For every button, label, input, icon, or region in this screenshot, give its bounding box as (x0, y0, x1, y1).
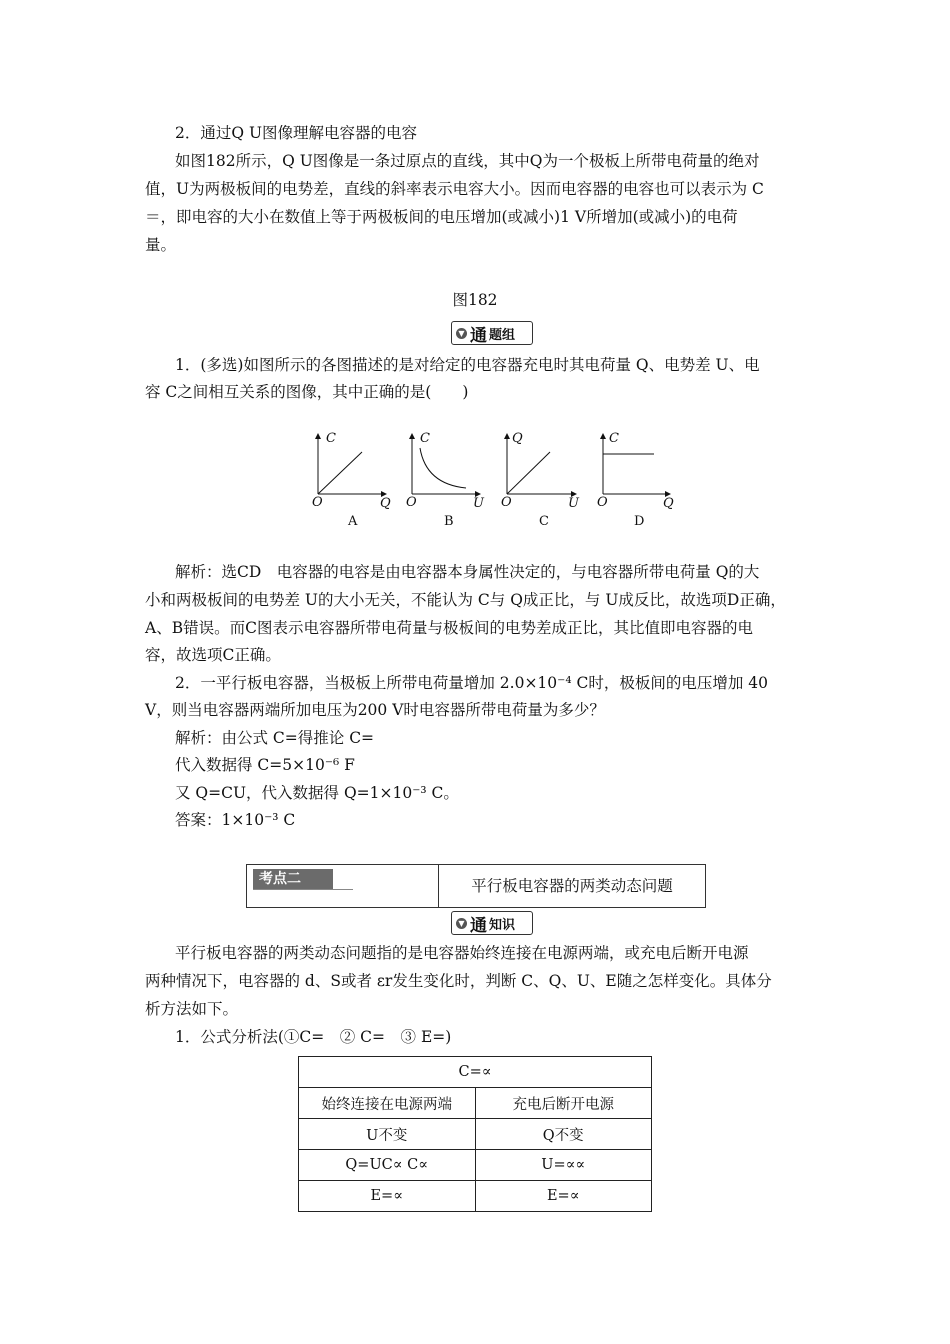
graphs-svg (300, 428, 690, 508)
paragraph-line: 平行板电容器的两类动态问题指的是电容器始终连接在电源两端，或充电后断开电源 (175, 944, 749, 962)
topic-tag: 考点二 (253, 869, 333, 889)
paragraph-line: 析方法如下。 (145, 1000, 239, 1018)
chevron-down-icon: ▼ (456, 328, 467, 339)
method-line: 1．公式分析法(①C= ② C= ③ E=) (175, 1028, 452, 1046)
topic-title: 平行板电容器的两类动态问题 (471, 877, 673, 895)
paragraph-line: 两种情况下，电容器的 d、S或者 εr发生变化时，判断 C、Q、U、E随之怎样变化。具体分 (145, 972, 772, 990)
table-cell: E=∝ (475, 1181, 652, 1212)
table-row (299, 1150, 652, 1181)
paragraph-line: 如图182所示，Q U图像是一条过原点的直线，其中Q为一个极板上所带电荷量的绝对 (175, 152, 760, 170)
graph-caption: D (634, 514, 645, 529)
graph-origin-label: O (406, 495, 417, 510)
solution-line: 解析：选CD 电容器的电容是由电容器本身属性决定的，与电容器所带电荷量 Q的大 (175, 563, 760, 581)
divider (253, 889, 353, 890)
graph-x-label: Q (380, 496, 391, 511)
topic-tag-cell (247, 865, 439, 907)
graph-y-label: C (326, 431, 336, 446)
graph-y-label: C (609, 431, 619, 446)
table-row (299, 1119, 652, 1150)
topic-header-box (246, 864, 706, 908)
answer-graphs (300, 428, 690, 532)
badge-small-text: 知识 (489, 917, 516, 933)
table-cell: U不变 (299, 1119, 476, 1150)
table-cell: U=∝∝ (475, 1150, 652, 1181)
section-badge-tongzhishi (451, 911, 533, 935)
table-row (299, 1181, 652, 1212)
table-cell: Q不变 (475, 1119, 652, 1150)
section-heading: 2．通过Q U图像理解电容器的电容 (175, 124, 418, 142)
graph-origin-label: O (312, 495, 323, 510)
paragraph-line: 值，U为两极板间的电势差，直线的斜率表示电容大小。因而电容器的电容也可以表示为 C (145, 180, 764, 198)
paragraph-line: ＝，即电容的大小在数值上等于两极板间的电压增加(或减小)1 V所增加(或减小)的电荷 (145, 208, 738, 226)
solution-line: 又 Q=CU，代入数据得 Q=1×10⁻³ C。 (175, 784, 459, 802)
graph-x-label: U (473, 496, 484, 511)
graph-caption: C (539, 514, 549, 529)
table-header: C=∝ (299, 1057, 652, 1088)
question-line: 2．一平行板电容器，当极板上所带电荷量增加 2.0×10⁻⁴ C时，极板间的电压增加 40 (175, 674, 768, 692)
table-cell: E=∝ (299, 1181, 476, 1212)
formula-table (298, 1056, 652, 1212)
graph-origin-label: O (597, 495, 608, 510)
graph-x-label: U (568, 496, 579, 511)
graph-y-label: Q (512, 431, 523, 446)
solution-line: 容，故选项C正确。 (145, 646, 281, 664)
graph-caption: B (444, 514, 454, 529)
solution-line: 代入数据得 C=5×10⁻⁶ F (175, 756, 355, 774)
graph-x-label: Q (663, 496, 674, 511)
table-cell: 始终连接在电源两端 (299, 1088, 476, 1119)
chevron-down-icon: ▼ (456, 918, 467, 929)
question-line: 1．(多选)如图所示的各图描述的是对给定的电容器充电时其电荷量 Q、电势差 U、电 (175, 356, 760, 374)
answer-line: 答案：1×10⁻³ C (175, 811, 296, 829)
graph-origin-label: O (501, 495, 512, 510)
question-line: V，则当电容器两端所加电压为200 V时电容器所带电荷量为多少？ (145, 701, 605, 719)
figure-caption: 图182 (452, 291, 498, 309)
paragraph-line: 量。 (145, 236, 177, 254)
badge-big-char: 通 (470, 915, 487, 936)
solution-line: A、B错误。而C图表示电容器所带电荷量与极板间的电势差成正比，其比值即电容器的电 (145, 619, 753, 637)
badge-small-text: 题组 (489, 327, 516, 343)
table-cell: Q=UC∝ C∝ (299, 1150, 476, 1181)
question-line: 容 C之间相互关系的图像，其中正确的是( ) (145, 383, 469, 401)
badge-big-char: 通 (470, 325, 487, 346)
solution-line: 解析：由公式 C=得推论 C= (175, 729, 375, 747)
section-badge-tongtizu (451, 321, 533, 345)
graph-caption: A (348, 514, 358, 529)
table-row (299, 1088, 652, 1119)
table-cell: 充电后断开电源 (475, 1088, 652, 1119)
solution-line: 小和两极板间的电势差 U的大小无关，不能认为 C与 Q成正比，与 U成反比，故选项D正确， (145, 591, 786, 609)
graph-y-label: C (420, 431, 430, 446)
